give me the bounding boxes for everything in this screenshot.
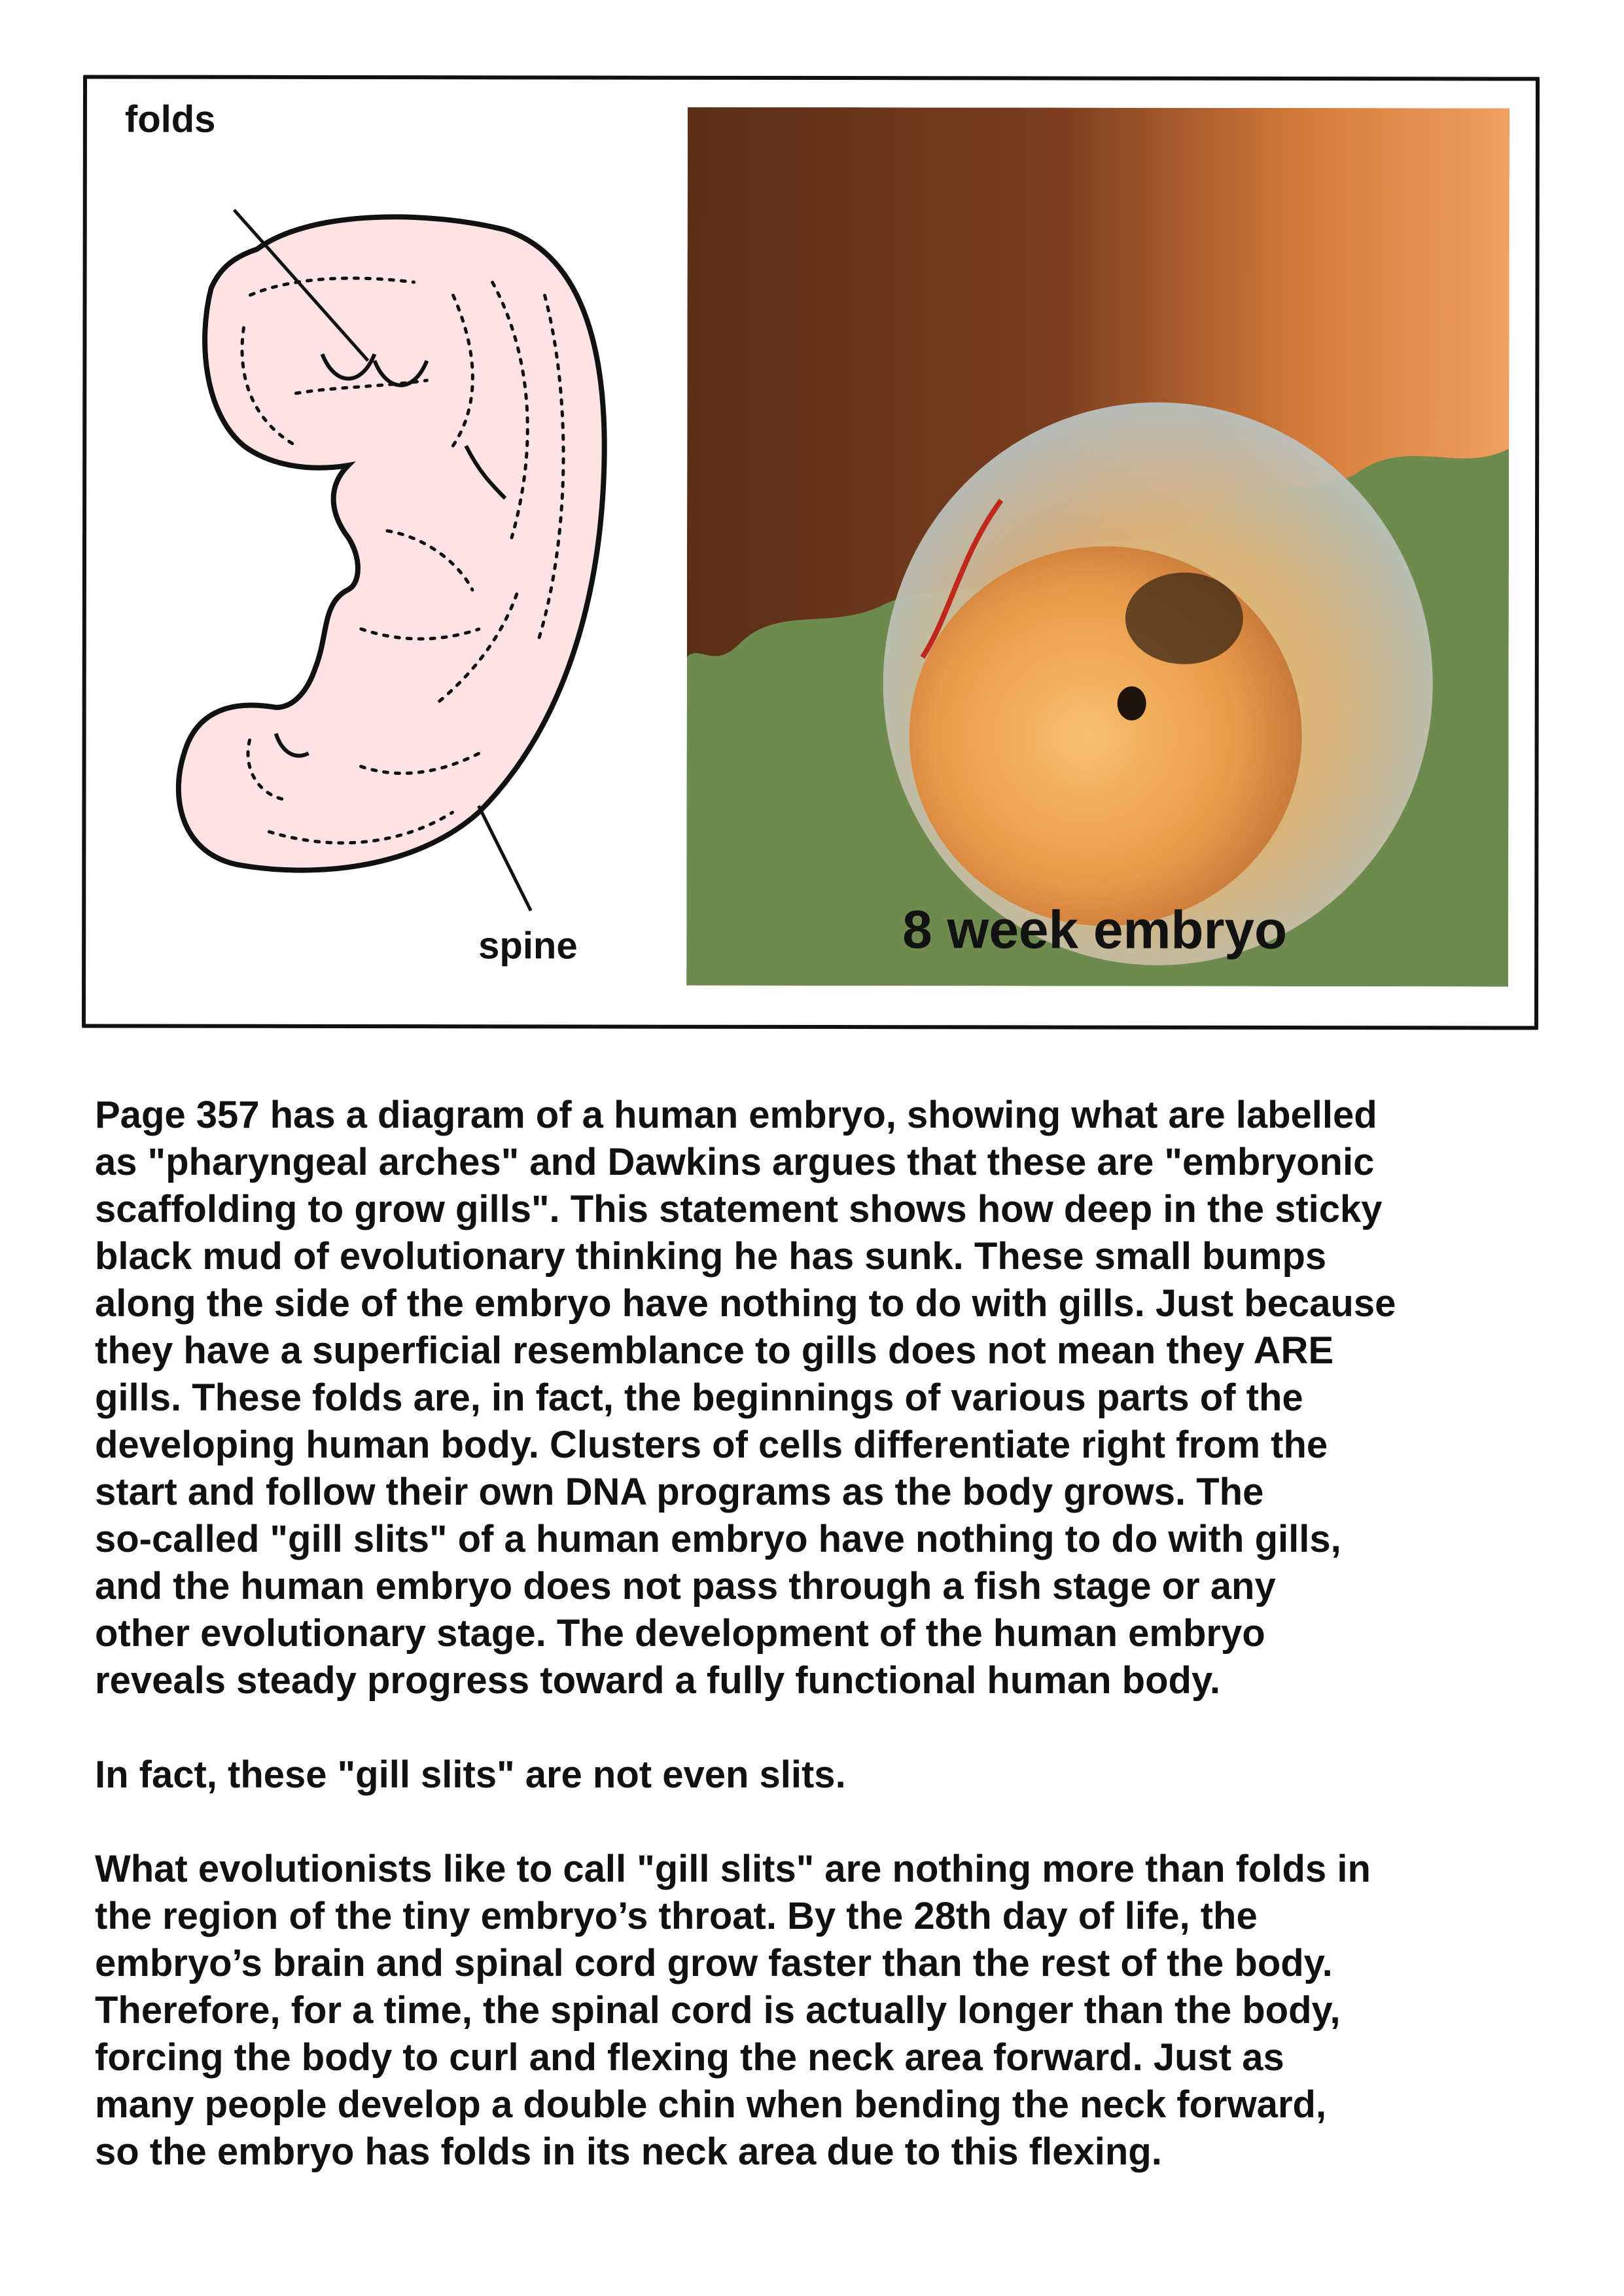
photo-caption: 8 week embryo <box>902 900 1288 961</box>
spine-label: spine <box>478 924 578 967</box>
embryo-photo-svg <box>686 107 1509 987</box>
article-text <box>95 1092 1554 2223</box>
embryo-head-shadow <box>1125 573 1243 664</box>
spine-pointer-line <box>478 806 531 910</box>
paragraph-1: Page 357 has a diagram of a human embryo, showing what are labelled as "pharyngeal arches" and Dawkins argues that these are "embryonic scaffolding to grow gills". This statement shows how deep in the sticky black mud of evolutionary thinking he has sunk. These small bumps along the side of the embryo have nothing to do with gills. Just because they have a superficial resemblance to gills does not mean they ARE gills. These folds are, in fact, the beginnings of various parts of the developing human body. Clusters of cells differentiate right from the start and follow their own DNA programs as the body grows. The so-called "gill slits" of a human embryo have nothing to do with gills, and the human embryo does not pass through a fish stage or any other evolutionary stage. The development of the human embryo reveals steady progress toward a fully functional human body. <box>95 1094 1396 1702</box>
embryo-body <box>909 546 1302 926</box>
embryo-photo <box>686 107 1509 987</box>
embryo-eye <box>1118 687 1146 721</box>
embryo-outline <box>179 217 605 870</box>
paragraph-3: What evolutionists like to call "gill slits" are nothing more than folds in the region of the tiny embryo’s throat. By the 28th day of life, the embryo’s brain and spinal cord grow faster than the rest of the body. Therefore, for a time, the spinal cord is actually longer than the body, forcing the body to curl and flexing the neck area forward. Just as many people develop a double chin when bending the neck forward, so the embryo has folds in its neck area due to this flexing. <box>95 1848 1371 2173</box>
embryo-drawing-svg <box>86 79 696 1028</box>
embryo-diagram <box>86 79 696 1028</box>
figure-frame <box>82 75 1540 1030</box>
paragraph-2: In fact, these "gill slits" are not even slits. <box>95 1753 846 1796</box>
folds-label: folds <box>124 98 216 141</box>
